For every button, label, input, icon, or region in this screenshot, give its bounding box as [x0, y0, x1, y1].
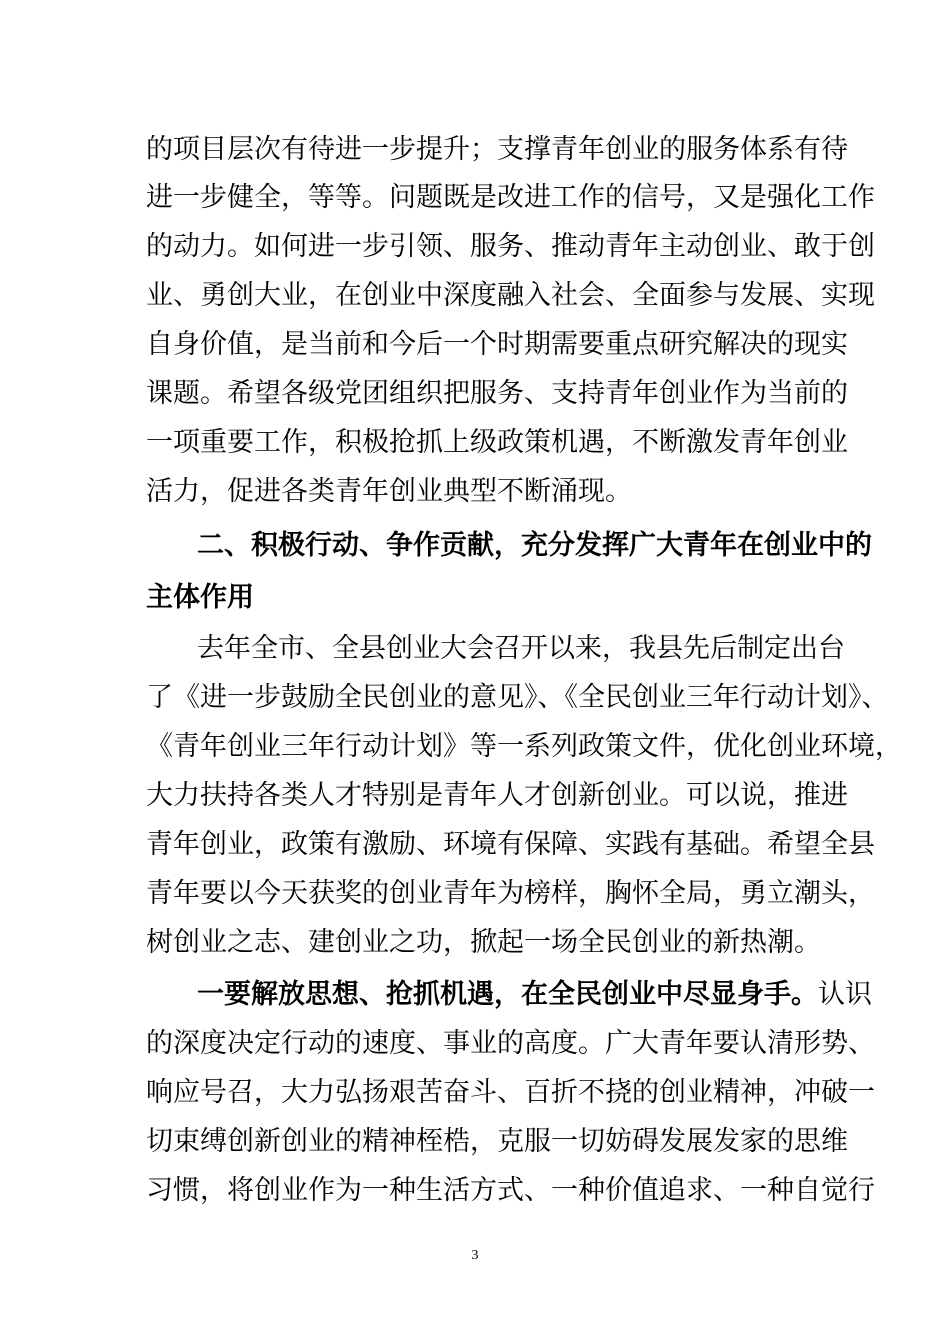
section-heading: 主体作用	[146, 582, 254, 613]
text-line: 树创业之志、建创业之功，掀起一场全民创业的新热潮。	[146, 927, 821, 958]
text-line: 去年全市、全县创业大会召开以来，我县先后制定出台	[197, 633, 845, 664]
text-line: 的动力。如何进一步引领、服务、推动青年主动创业、敢于创	[146, 231, 875, 262]
text-line: 了《进一步鼓励全民创业的意见》、《全民创业三年行动计划》、	[146, 682, 889, 713]
text-line: 《青年创业三年行动计划》等一系列政策文件，优化创业环境，	[146, 731, 902, 762]
text-line: 业、勇创大业，在创业中深度融入社会、全面参与发展、实现	[146, 280, 875, 311]
text-line: 青年创业，政策有激励、环境有保障、实践有基础。希望全县	[146, 829, 875, 860]
text-line: 的深度决定行动的速度、事业的高度。广大青年要认清形势、	[146, 1028, 875, 1059]
text-line: 一项重要工作，积极抢抓上级政策机遇，不断激发青年创业	[146, 427, 848, 458]
text-line: 切束缚创新创业的精神桎梏，克服一切妨碍发展发家的思维	[146, 1126, 848, 1157]
text-line: 自身价值，是当前和今后一个时期需要重点研究解决的现实	[146, 329, 848, 360]
text-line: 大力扶持各类人才特别是青年人才创新创业。可以说，推进	[146, 780, 848, 811]
lead-rest: 认识	[818, 979, 872, 1010]
bold-lead: 一要解放思想、抢抓机遇，在全民创业中尽显身手。	[197, 979, 818, 1010]
page-number: 3	[471, 1248, 479, 1263]
text-line: 响应号召，大力弘扬艰苦奋斗、百折不挠的创业精神，冲破一	[146, 1077, 875, 1108]
text-line: 的项目层次有待进一步提升；支撑青年创业的服务体系有待	[146, 134, 848, 165]
section-heading: 二、积极行动、争作贡献，充分发挥广大青年在创业中的	[197, 530, 872, 561]
text-line: 习惯，将创业作为一种生活方式、一种价值追求、一种自觉行	[146, 1175, 875, 1206]
text-line	[197, 977, 872, 1013]
text-line: 青年要以今天获奖的创业青年为榜样，胸怀全局，勇立潮头，	[146, 878, 875, 909]
text-line: 活力，促进各类青年创业典型不断涌现。	[146, 476, 632, 507]
text-line: 进一步健全，等等。问题既是改进工作的信号，又是强化工作	[146, 182, 875, 213]
text-line: 课题。希望各级党团组织把服务、支持青年创业作为当前的	[146, 378, 848, 409]
